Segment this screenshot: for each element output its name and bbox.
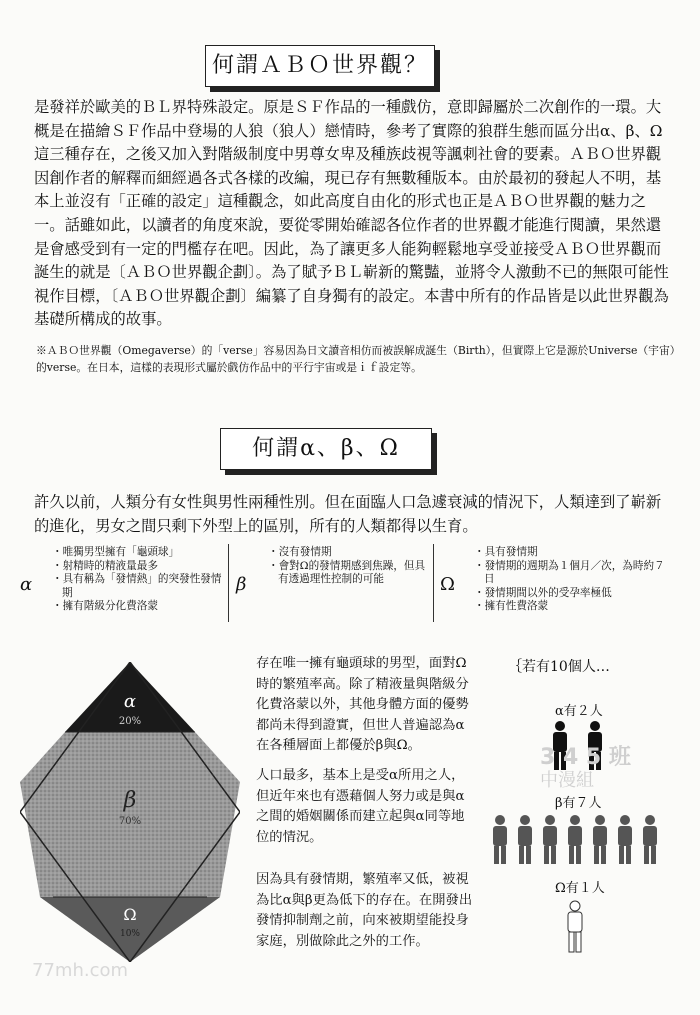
alpha-symbol: α — [20, 574, 33, 595]
alpha-percent: 20% — [118, 716, 142, 727]
omega-label: Ω — [123, 905, 137, 924]
beta-label: β — [123, 788, 137, 813]
watermark-group: 3 4 5 班 — [540, 745, 631, 770]
alpha-count-label: α有２人 — [555, 704, 603, 719]
person-icon — [643, 815, 657, 864]
footnote: ※ＡＢＯ世界觀（Omegaverse）的「verse」容易因為日文讀音相仿而被誤解成誕生（Birth），但實際上它是源於Universe（宇宙）的verse。在日本，這樣的表現形式屬於戲仿作品中的平行宇宙或是ｉｆ設定等。 — [36, 344, 676, 374]
list-item: ・ 唯獨男型擁有「龜頭球」 — [52, 546, 222, 560]
beta-symbol: β — [236, 574, 247, 595]
watermark-group-name: 中漫組 — [540, 770, 594, 791]
list-item: ・ 具有稱為「發情熱」的突發性發情期 — [52, 573, 222, 600]
beta-description: 人口最多，基本上是受α所用之人，但近年來也有憑藉個人努力或是與α之間的婚姻關係而建立起與α同等地位的情況。 — [256, 768, 465, 845]
intro-paragraph: 是發祥於歐美的ＢＬ界特殊設定。原是ＳＦ作品的一種戲仿，意即歸屬於二次創作的一環。大概是在描繪ＳＦ作品中登場的人狼（狼人）戀情時，參考了實際的狼群生態而區分出α、β、Ω這三種存在，之後又加入對階級制度中男尊女卑及種族歧視等諷刺社會的要素。ＡＢＯ世界觀因創作者的解釋而細經過各式各樣的改編，現已存有無數種版本。由於最初的發起人不明，基本上並沒有「正確的設定」這種觀念，如此高度自由化的形式也正是ＡＢＯ世界觀的魅力之一。話雖如此，以讀者的角度來說，要從零開始確認各位作者的世界觀才能進行閱讀，果然還是會感受到有一定的門檻存在吧。因此，為了讓更多人能夠輕鬆地享受並接受ＡＢＯ世界觀而誕生的就是〔ＡＢＯ世界觀企劃〕。為了賦予ＢＬ嶄新的驚豔，並將令人激動不已的無限可能性視作目標，〔ＡＢＯ世界觀企劃〕編纂了自身獨有的設定。本書中所有的作品皆是以此世界觀為基礎所構成的故事。 — [34, 98, 669, 329]
types-intro-paragraph: 許久以前，人類分有女性與男性兩種性別。但在面臨人口急遽衰減的情況下，人類達到了嶄新的進化，男女之間只剩下外型上的區別，所有的人類都得以生育。 — [34, 493, 662, 535]
watermark-site: 77mh.com — [32, 960, 129, 981]
person-icon — [493, 815, 507, 864]
omega-percent: 10% — [119, 929, 141, 939]
alpha-traits — [52, 546, 222, 614]
omega-count-label: Ω有１人 — [555, 881, 605, 896]
list-item: ・ 具有發情期 — [474, 546, 674, 560]
beta-traits — [268, 546, 428, 587]
omega-symbol: Ω — [440, 574, 455, 595]
list-item: ・ 擁有階級分化費洛蒙 — [52, 600, 222, 614]
alpha-description: 存在唯一擁有龜頭球的男型，面對Ω時的繁殖率高。除了精液量與階級分化費洛蒙以外，其他身體方面的優勢都尚未得到證實，但世人普遍認為α在各種層面上都優於β與Ω。 — [256, 656, 469, 754]
alpha-label: α — [123, 691, 137, 712]
person-icon — [568, 815, 582, 864]
list-item: ・ 沒有發情期 — [268, 546, 428, 560]
person-icon — [568, 901, 582, 952]
list-item: ・ 發情期的週期為１個月／次，為時約７日 — [474, 560, 674, 587]
person-icon — [518, 815, 532, 864]
person-icon — [593, 815, 607, 864]
omega-traits — [474, 546, 674, 614]
list-item: ・ 擁有性費洛蒙 — [474, 600, 674, 614]
person-icon — [618, 815, 632, 864]
person-icon — [543, 815, 557, 864]
list-item: ・ 會對Ω的發情期感到焦躁，但具有透過理性控制的可能 — [268, 560, 428, 587]
omega-figures — [560, 898, 590, 956]
beta-percent: 70% — [118, 816, 142, 827]
divider — [228, 544, 229, 622]
list-item: ・ 射精時的精液量最多 — [52, 560, 222, 574]
section-title-types: 何謂α、β、Ω — [220, 428, 432, 470]
example-title: ｛若有10個人… — [508, 659, 610, 675]
omega-description: 因為具有發情期，繁殖率又低，被視為比α與β更為低下的存在。在開發出發情抑制劑之前，向來被期望能投身家庭，別做除此之外的工作。 — [256, 872, 473, 949]
beta-count-label: β有７人 — [555, 796, 602, 811]
divider — [433, 544, 434, 622]
population-diamond — [20, 662, 240, 962]
section-title-abo: 何謂ＡＢＯ世界觀？ — [205, 45, 435, 87]
beta-figures — [488, 812, 668, 867]
list-item: ・ 發情期間以外的受孕率極低 — [474, 587, 674, 601]
